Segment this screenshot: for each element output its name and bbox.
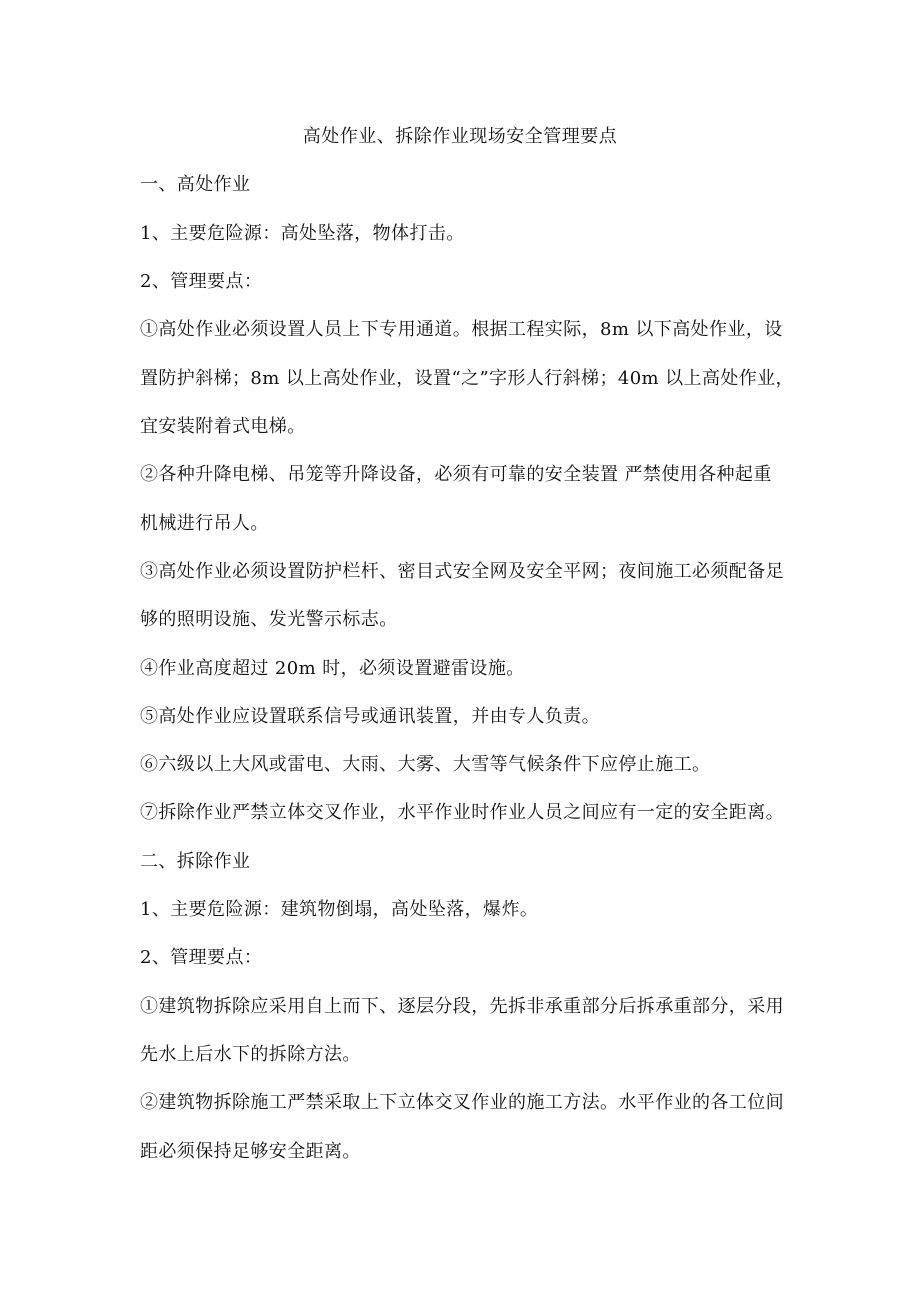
paragraph-line: 置防护斜梯；8m 以上高处作业，设置“之”字形人行斜梯；40m 以上高处作业， <box>140 368 794 389</box>
paragraph-line: 1、主要危险源：高处坠落，物体打击。 <box>140 223 465 244</box>
paragraph-line: ②各种升降电梯、吊笼等升降设备，必须有可靠的安全装置 严禁使用各种起重 <box>140 464 772 485</box>
section-heading-1: 一、高处作业 <box>140 174 251 195</box>
paragraph-line: 机械进行吊人。 <box>140 513 269 534</box>
paragraph-line: 距必须保持足够安全距离。 <box>140 1141 361 1162</box>
paragraph-line: ②建筑物拆除施工严禁采取上下立体交叉作业的施工方法。水平作业的各工位间 <box>140 1092 784 1113</box>
paragraph-line: 宜安装附着式电梯。 <box>140 416 306 437</box>
paragraph-line: 先水上后水下的拆除方法。 <box>140 1044 361 1065</box>
paragraph-line: 1、主要危险源：建筑物倒塌，高处坠落，爆炸。 <box>140 899 539 920</box>
paragraph-line: 2、管理要点： <box>140 271 263 292</box>
section-heading-2: 二、拆除作业 <box>140 851 251 872</box>
paragraph-line: 2、管理要点： <box>140 947 263 968</box>
document-title: 高处作业、拆除作业现场安全管理要点 <box>302 126 618 147</box>
paragraph-line: ⑦拆除作业严禁立体交叉作业，水平作业时作业人员之间应有一定的安全距离。 <box>140 802 784 823</box>
paragraph-line: ③高处作业必须设置防护栏杆、密目式安全网及安全平网；夜间施工必须配备足 <box>140 561 784 582</box>
paragraph-line: ①建筑物拆除应采用自上而下、逐层分段，先拆非承重部分后拆承重部分，采用 <box>140 996 784 1017</box>
paragraph-line: ⑤高处作业应设置联系信号或通讯装置，并由专人负责。 <box>140 706 600 727</box>
paragraph-line: ⑥六级以上大风或雷电、大雨、大雾、大雪等气候条件下应停止施工。 <box>140 754 711 775</box>
paragraph-line: 够的照明设施、发光警示标志。 <box>140 609 398 630</box>
paragraph-line: ④作业高度超过 20m 时，必须设置避雷设施。 <box>140 658 525 679</box>
paragraph-line: ①高处作业必须设置人员上下专用通道。根据工程实际，8m 以下高处作业，设 <box>140 319 783 340</box>
